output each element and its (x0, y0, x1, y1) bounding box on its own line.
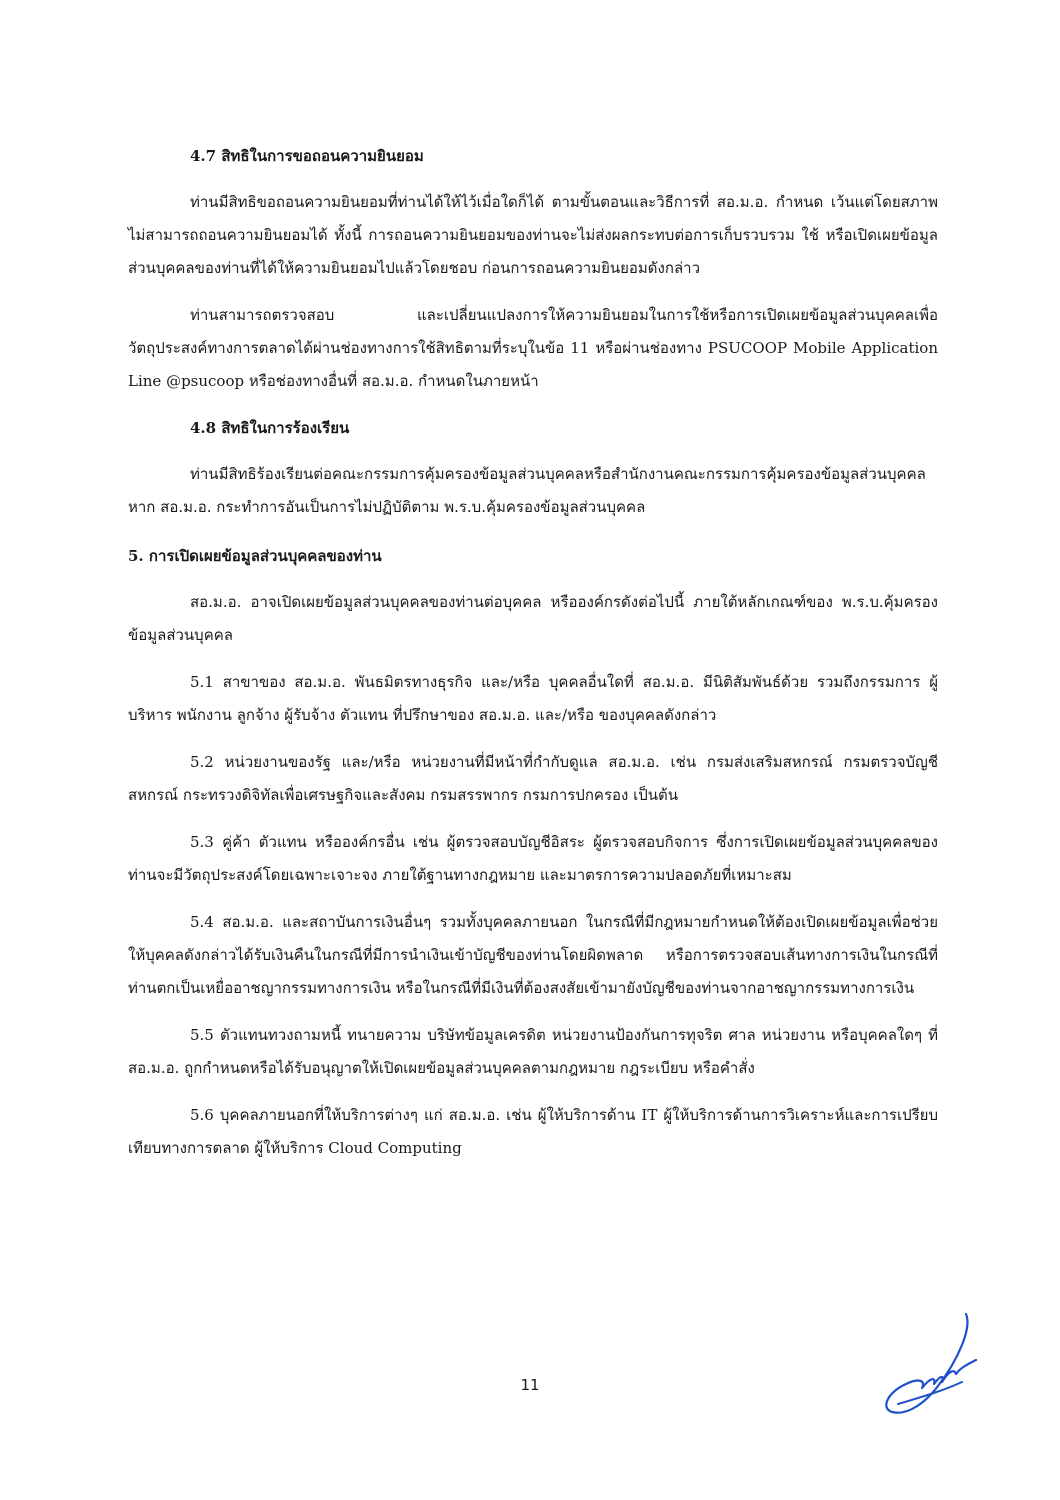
list-item-5-2: 5.2 หน่วยงานของรัฐ และ/หรือ หน่วยงานที่มีหน้าที่กำกับดูแล สอ.ม.อ. เช่น กรมส่งเสริมสหกรณ์ กรมตรวจบัญชีสหกรณ์ กระทรวงดิจิทัลเพื่อเศรษฐกิจและสังคม กรมสรรพากร กรมการปกครอง เป็นต้น (128, 753, 938, 804)
list-item-5-5: 5.5 ตัวแทนทวงถามหนี้ ทนายความ บริษัทข้อมูลเครดิต หน่วยงานป้องกันการทุจริต ศาล หน่วยงาน หรือบุคคลใดๆ ที่ สอ.ม.อ. ถูกกำหนดหรือได้รับอนุญาตให้เปิดเผยข้อมูลส่วนบุคคลตามกฎหมาย กฎระเบียบ หรือคำสั่ง (128, 1026, 938, 1077)
paragraph-4-8-1: ท่านมีสิทธิร้องเรียนต่อคณะกรรมการคุ้มครองข้อมูลส่วนบุคคลหรือสำนักงานคณะกรรมการคุ้มครองข้อมูลส่วนบุคคล หาก สอ.ม.อ. กระทำการอันเป็นการไม่ปฏิบัติตาม พ.ร.บ.คุ้มครองข้อมูลส่วนบุคคล (128, 465, 926, 516)
list-item-5-6: 5.6 บุคคลภายนอกที่ให้บริการต่างๆ แก่ สอ.ม.อ. เช่น ผู้ให้บริการด้าน IT ผู้ให้บริการด้านการวิเคราะห์และการเปรียบเทียบทางการตลาด ผู้ให้บริการ Cloud Computing (128, 1106, 938, 1157)
list-item-5-4: 5.4 สอ.ม.อ. และสถาบันการเงินอื่นๆ รวมทั้งบุคคลภายนอก ในกรณีที่มีกฎหมายกำหนดให้ต้องเปิดเผยข้อมูลเพื่อช่วยให้บุคคลดังกล่าวได้รับเงินคืนในกรณีที่มีการนำเงินเข้าบัญชีของท่านโดยผิดพลาด หรือการตรวจสอบเส้นทางการเงินในกรณีที่ท่านตกเป็นเหยื่ออาชญากรรมทางการเงิน หรือในกรณีที่มีเงินที่ต้องสงสัยเข้ามายังบัญชีของท่านจากอาชญากรรมทางการเงิน (128, 913, 938, 997)
paragraph-4-7-2: ท่านสามารถตรวจสอบ และเปลี่ยนแปลงการให้ความยินยอมในการใช้หรือการเปิดเผยข้อมูลส่วนบุคคลเพื่อวัตถุประสงค์ทางการตลาดได้ผ่านช่องทางการใช้สิทธิตามที่ระบุในข้อ 11 หรือผ่านช่องทาง PSUCOOP Mobile Application Line @psucoop หรือช่องทางอื่นที่ สอ.ม.อ. กำหนดในภายหน้า (128, 306, 938, 390)
signature-stroke (886, 1314, 976, 1413)
paragraph-5-intro: สอ.ม.อ. อาจเปิดเผยข้อมูลส่วนบุคคลของท่านต่อบุคคล หรือองค์กรดังต่อไปนี้ ภายใต้หลักเกณฑ์ของ พ.ร.บ.คุ้มครองข้อมูลส่วนบุคคล (128, 593, 938, 644)
heading-5: 5. การเปิดเผยข้อมูลส่วนบุคคลของท่าน (128, 547, 382, 565)
page-number: 11 (520, 1376, 540, 1394)
paragraph-4-7-1: ท่านมีสิทธิขอถอนความยินยอมที่ท่านได้ให้ไว้เมื่อใดก็ได้ ตามขั้นตอนและวิธีการที่ สอ.ม.อ. กำหนด เว้นแต่โดยสภาพไม่สามารถถอนความยินยอมได้ ทั้งนี้ การถอนความยินยอมของท่านจะไม่ส่งผลกระทบต่อการเก็บรวบรวม ใช้ หรือเปิดเผยข้อมูลส่วนบุคคลของท่านที่ได้ให้ความยินยอมไปแล้วโดยชอบ ก่อนการถอนความยินยอมดังกล่าว (128, 193, 938, 277)
signature-flourish (898, 1382, 962, 1404)
list-item-5-1: 5.1 สาขาของ สอ.ม.อ. พันธมิตรทางธุรกิจ และ/หรือ บุคคลอื่นใดที่ สอ.ม.อ. มีนิติสัมพันธ์ด้วย รวมถึงกรรมการ ผู้บริหาร พนักงาน ลูกจ้าง ผู้รับจ้าง ตัวแทน ที่ปรึกษาของ สอ.ม.อ. และ/หรือ ของบุคคลดังกล่าว (128, 673, 938, 724)
heading-4-8: 4.8 สิทธิในการร้องเรียน (190, 419, 350, 437)
page-content (128, 140, 938, 1165)
list-item-5-3: 5.3 คู่ค้า ตัวแทน หรือองค์กรอื่น เช่น ผู้ตรวจสอบบัญชีอิสระ ผู้ตรวจสอบกิจการ ซึ่งการเปิดเผยข้อมูลส่วนบุคคลของท่านจะมีวัตถุประสงค์โดยเฉพาะเจาะจง ภายใต้ฐานทางกฎหมาย และมาตรการความปลอดภัยที่เหมาะสม (128, 833, 938, 884)
heading-4-7: 4.7 สิทธิในการขอถอนความยินยอม (190, 147, 424, 165)
signature-icon (878, 1308, 988, 1420)
